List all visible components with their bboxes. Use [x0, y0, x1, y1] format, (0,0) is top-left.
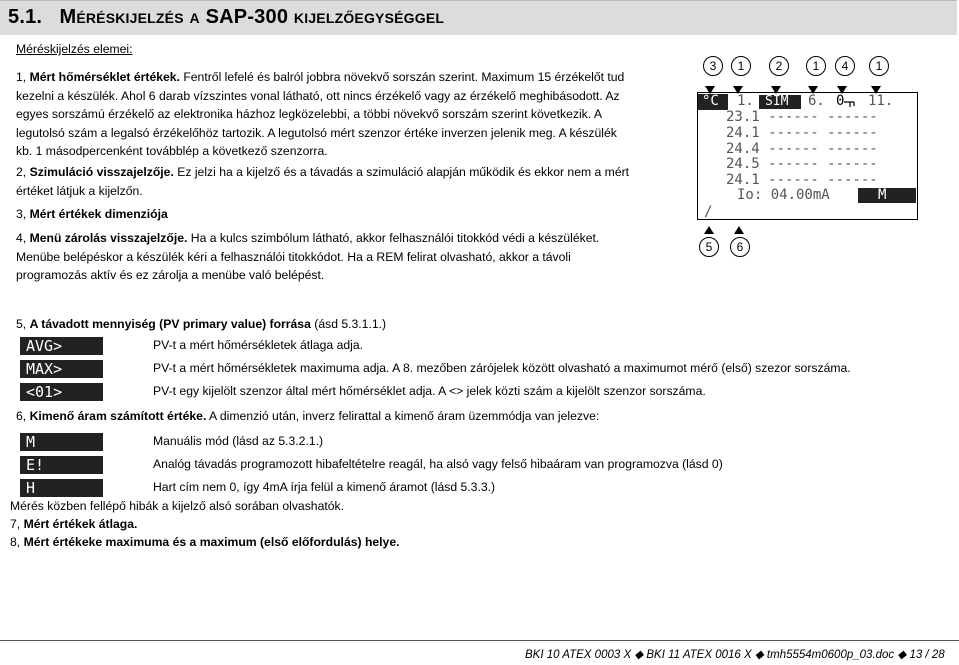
item6-heading — [16, 407, 599, 426]
output-current: Io: 04.00mA — [737, 187, 830, 203]
item-prefix: 7, — [10, 517, 24, 531]
output-mode: M — [878, 187, 887, 203]
row1-sensor11: 11. — [868, 93, 894, 109]
item4-line1 — [16, 229, 599, 248]
mode-error-desc: Analóg távadás programozott hibafeltételre reagál, ha alsó vagy felső hibaáram van programozva (lásd 0) — [153, 457, 723, 471]
marker-bottom-5: 5 — [699, 237, 719, 257]
unit-label: °C — [702, 93, 719, 109]
marker-top-6: 1 — [869, 56, 889, 76]
title-part: SAP-300 — [205, 6, 289, 28]
mode-hart: H — [20, 479, 103, 497]
title-part: éréskijelzés a — [76, 6, 206, 28]
row1-sensor1: 1. — [737, 93, 754, 109]
item-prefix: 5, — [16, 317, 30, 331]
item-prefix: 3, — [16, 207, 30, 221]
code-max-desc: PV-t a mért hőmérsékletek maximuma adja. A 8. mezőben zárójelek között olvasható a maximumot mérő (első) szezor sorszáma. — [153, 361, 851, 375]
item3-line — [16, 205, 168, 224]
item1-line4: legutolsó szám a legalsó érzékelőhöz tartozik. A legutolsó mért szenzor értéke inverzen jelenik meg. A készülék — [16, 125, 617, 140]
title-part: M — [59, 6, 77, 28]
item1-line5: kb. 1 másodpercenként továbblép a következő szenzorra. — [16, 144, 328, 158]
display-row: 24.4 ------ ------ — [726, 140, 878, 157]
lock-indicator: 0 — [836, 93, 845, 109]
item5-ref: (ásd 5.3.1.1.) — [310, 317, 387, 331]
item-prefix: 6, — [16, 409, 30, 423]
item2-line1 — [16, 163, 629, 182]
row1-sensor6: 6. — [808, 93, 825, 109]
item2-line2: értéket látjuk a kijelzőn. — [16, 183, 143, 198]
item7-title: Mért értékek átlaga. — [23, 517, 138, 531]
item5-heading — [16, 315, 386, 334]
key-icon — [844, 99, 856, 109]
item8-line — [10, 533, 400, 552]
footer-cert-1: BKI 10 ATEX 0003 X — [525, 649, 632, 661]
mode-manual-desc: Manuális mód (lásd az 5.3.2.1.) — [153, 434, 324, 448]
diamond-icon: ◆ — [897, 649, 907, 661]
item-prefix: 8, — [10, 535, 24, 549]
mode-highlight — [858, 188, 916, 203]
item6-text: A dimenzió után, inverz felirattal a kimenő áram üzemmódja van jelezve: — [206, 409, 600, 423]
code-sensor-desc: PV-t egy kijelölt szenzor által mért hőmérséklet adja. A <> jelek közti szám a kijelölt szenzor sorszáma. — [153, 384, 706, 398]
arrow-up-icon — [734, 226, 744, 234]
diamond-icon: ◆ — [634, 649, 644, 661]
item1-line2: kezelni a készülék. Ahol 6 darab vízszintes vonal látható, ott nincs érzékelő vagy az érzékelő meghibásodott. Az — [16, 88, 620, 103]
item2-text: Ez jelzi ha a kijelző és a távadás a szimuláció alapján működik és ekkor nem a mért — [173, 165, 630, 179]
status-line: / — [704, 204, 713, 220]
mode-error: E! — [20, 456, 103, 474]
item-prefix: 2, — [16, 165, 30, 179]
item1-line3: egyes sorszámú érzékelő az elektronika házhoz legközelebbi, a többi növekvő sorszám szerint következik. A — [16, 107, 602, 121]
code-avg: AVG> — [20, 337, 103, 355]
item4-line3: programozás aktív és ez zárolja a menübe való belépést. — [16, 268, 325, 282]
item-prefix: 4, — [16, 231, 30, 245]
item-prefix: 1, — [16, 70, 30, 84]
sim-indicator: SIM — [765, 94, 789, 109]
item1-text: Fentről lefelé és balról jobbra növekvő sorszán szerint. Maximum 15 érzékelőt tud — [179, 70, 625, 84]
intro-heading: Méréskijelzés elemei: — [16, 42, 133, 56]
marker-top-5: 4 — [835, 56, 855, 76]
title-part: kijelzőegységgel — [288, 6, 445, 28]
item3-title: Mért értékek dimenziója — [29, 207, 168, 221]
arrow-up-icon — [704, 226, 714, 234]
item1-line1 — [16, 68, 624, 87]
footer-cert-2: BKI 11 ATEX 0016 X — [646, 649, 752, 661]
section-title — [8, 6, 444, 29]
footer — [525, 647, 945, 661]
display-row: 24.1 ------ ------ — [726, 125, 878, 141]
item5-title: A távadott mennyiség (PV primary value) forrása — [29, 317, 311, 331]
section-number: 5.1. — [8, 6, 43, 28]
display-row: 24.1 ------ ------ — [726, 171, 878, 188]
error-line: Mérés közben fellépő hibák a kijelző alsó sorában olvashatók. — [10, 499, 344, 513]
display-row: 24.5 ------ ------ — [726, 156, 878, 172]
footer-divider — [0, 640, 959, 641]
item4-line2: Menübe belépéskor a készülék kéri a felhasználói titokkódot. Ha a REM felirat olvasható, akkor a távoli — [16, 249, 571, 264]
marker-top-3: 2 — [769, 56, 789, 76]
item2-title: Szimuláció visszajelzője. — [29, 165, 174, 179]
code-max: MAX> — [20, 360, 103, 378]
code-sensor: <01> — [20, 383, 103, 401]
item1-title: Mért hőmérséklet értékek. — [29, 70, 180, 84]
mode-hart-desc: Hart cím nem 0, így 4mA írja felül a kimenő áramot (lásd 5.3.3.) — [153, 480, 496, 494]
footer-page: 13 / 28 — [909, 649, 945, 661]
item4-title: Menü zárolás visszajelzője. — [29, 231, 188, 245]
marker-top-1: 3 — [703, 56, 723, 76]
item6-title: Kimenő áram számított értéke. — [29, 409, 207, 423]
marker-top-2: 1 — [731, 56, 751, 76]
item7-line — [10, 515, 137, 534]
item8-title: Mért értékeke maximuma és a maximum (első előfordulás) helye. — [23, 535, 400, 549]
item4-text: Ha a kulcs szimbólum látható, akkor felhasználói titokkód védi a készüléket. — [187, 231, 600, 245]
diamond-icon: ◆ — [754, 649, 764, 661]
code-avg-desc: PV-t a mért hőmérsékletek átlaga adja. — [153, 338, 364, 352]
marker-top-4: 1 — [806, 56, 826, 76]
display-row: 23.1 ------ ------ — [726, 109, 878, 125]
bottom-arrows — [697, 220, 757, 236]
mode-manual: M — [20, 433, 103, 451]
footer-doc: tmh5554m0600p_03.doc — [766, 649, 895, 661]
marker-bottom-6: 6 — [730, 237, 750, 257]
